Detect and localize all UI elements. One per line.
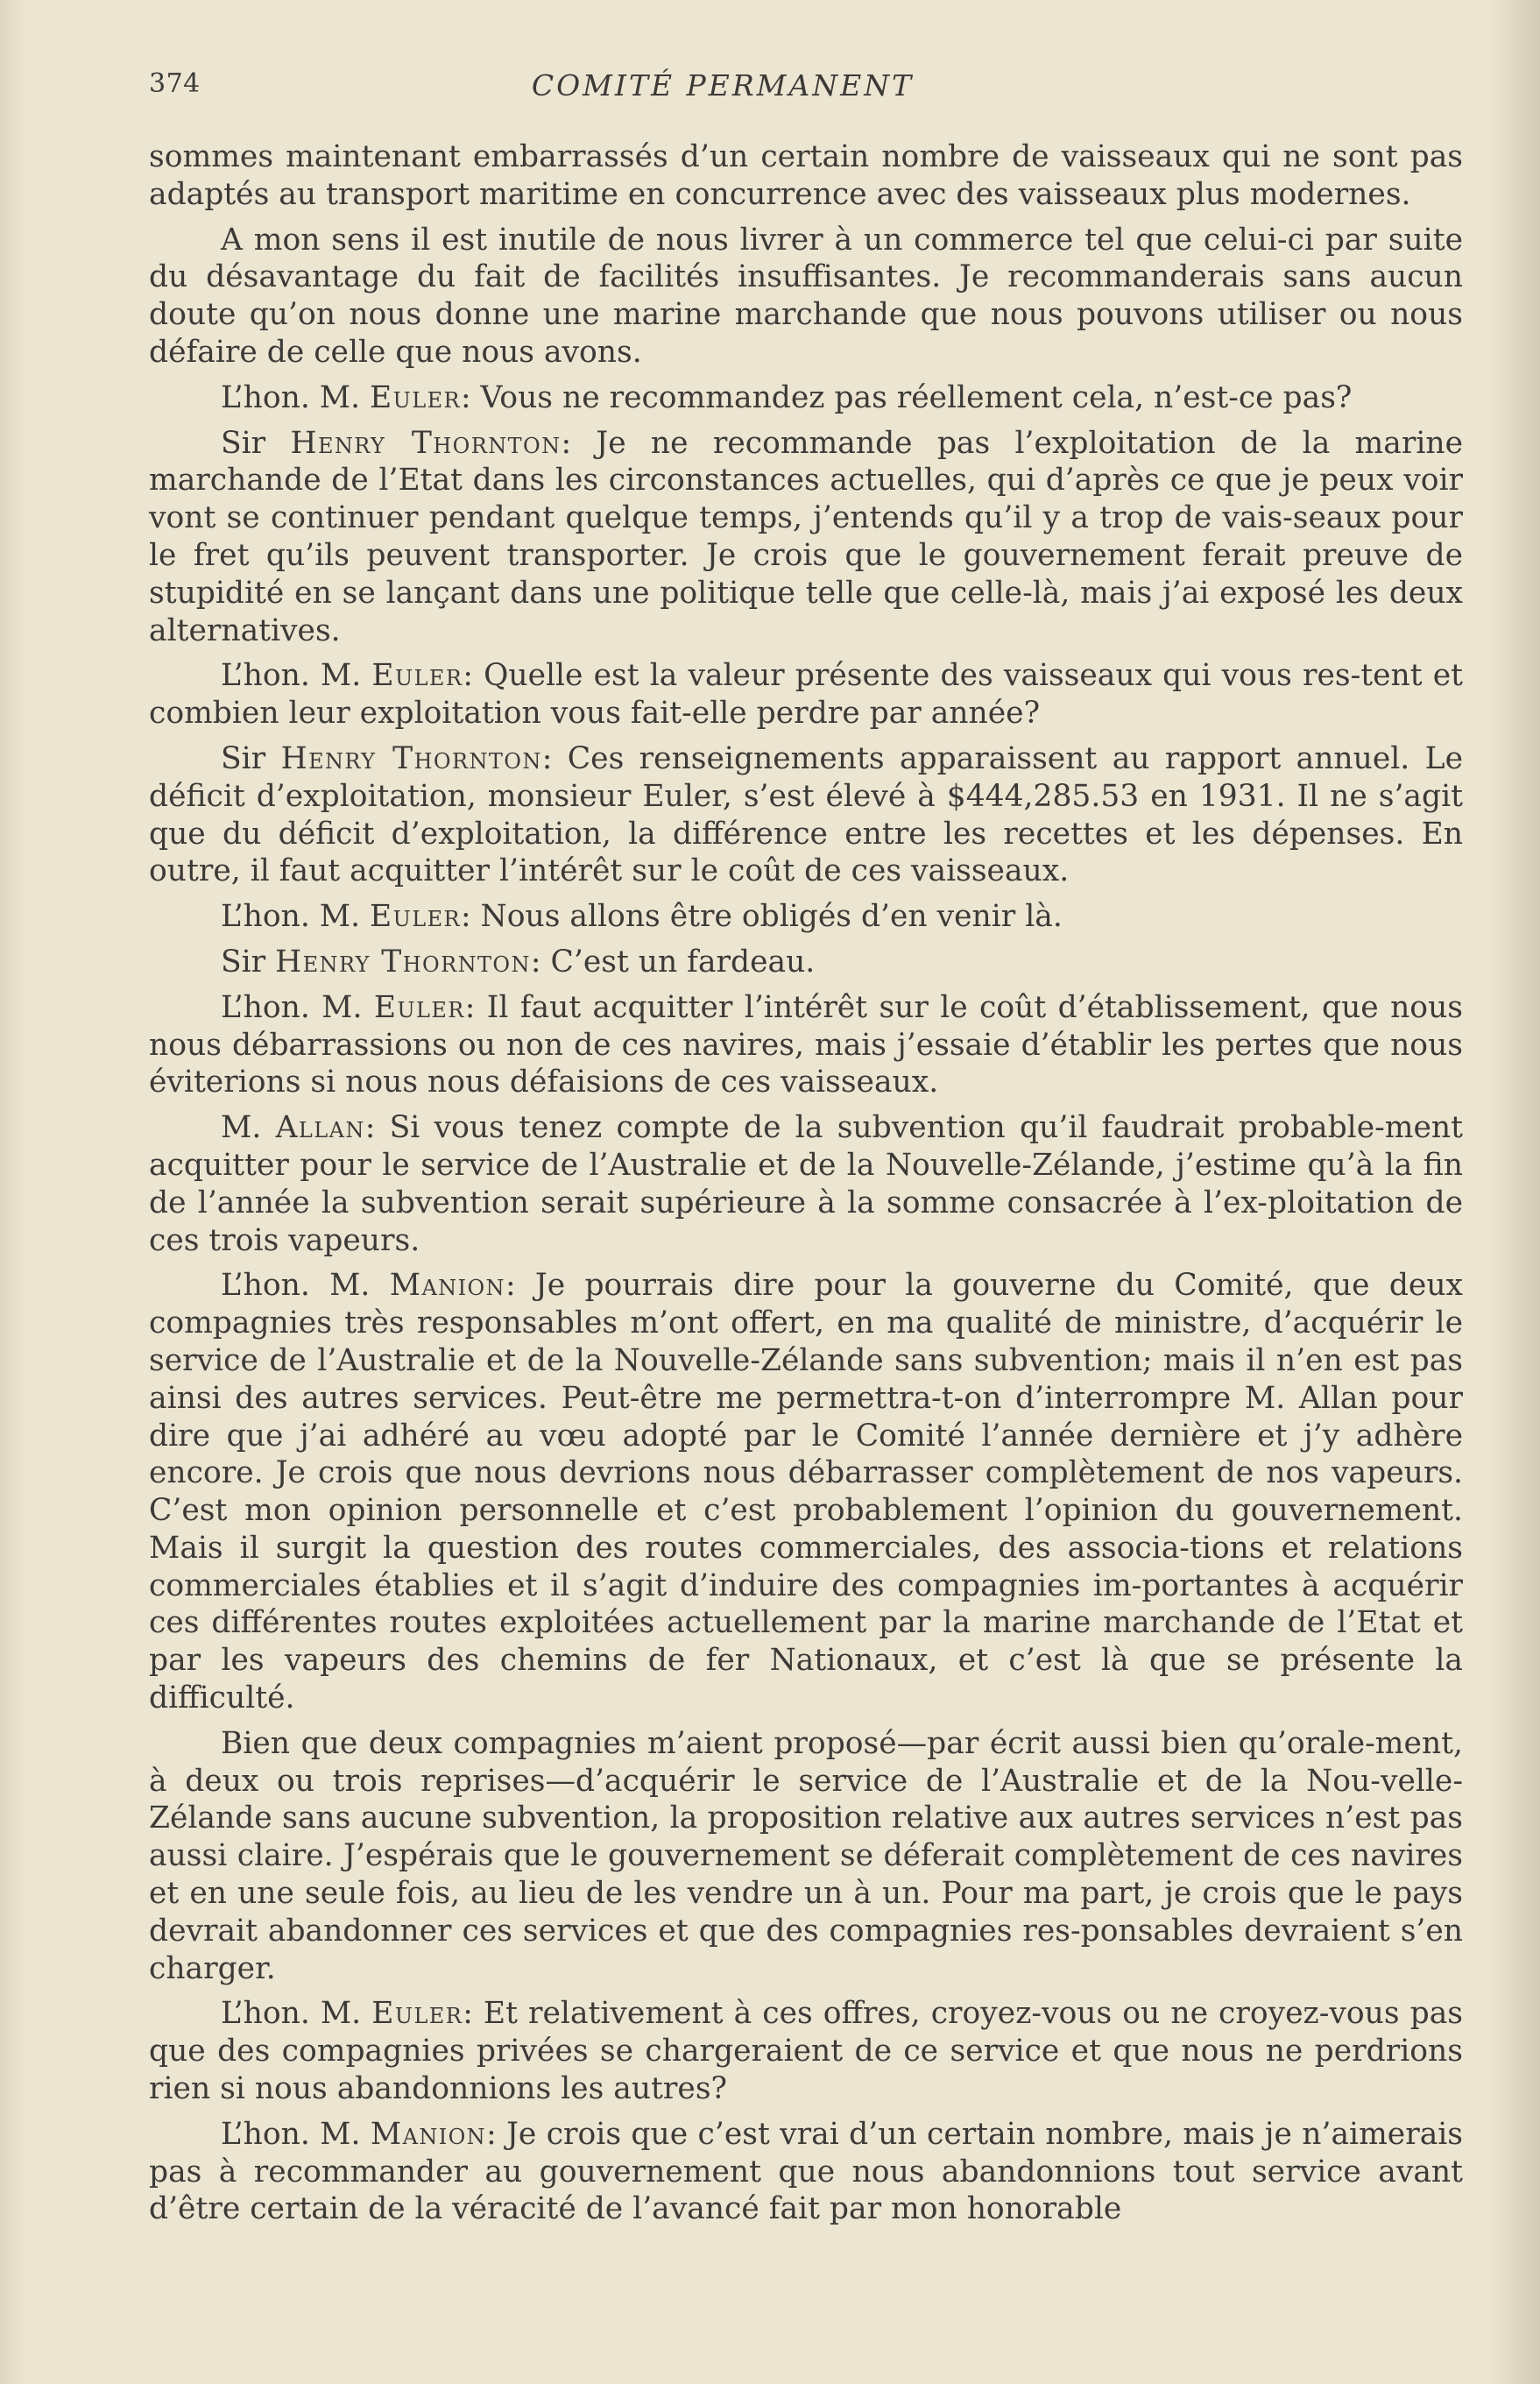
speaker-name: Euler xyxy=(371,658,463,694)
speech-text: : Ces renseignements apparaissent au rapport annuel. Le déficit d’exploitation, monsieur Euler, s’est élevé à $444,285.53 en 1931. Il ne s’agit que du déficit d’exploitation, la différence entre les recettes et les dépenses. En outre, il faut acquitter l’intérêt sur le coût de ces vaisseaux. xyxy=(149,740,1463,889)
speech-text: : Nous allons être obligés d’en venir là. xyxy=(460,899,1063,935)
speech-text: : C’est un fardeau. xyxy=(530,944,816,980)
speaker-name: Euler xyxy=(371,1996,463,2032)
paragraph-text: sommes maintenant embarrassés d’un certain nombre de vaisseaux qui ne sont pas adaptés au transport maritime en concurrence avec des vaisseaux plus modernes. xyxy=(149,139,1463,212)
speaker-prefix: Sir xyxy=(221,425,266,461)
speech-text: : Il faut acquitter l’intérêt sur le coût d’établissement, que nous nous débarrassions ou non de ces navires, mais j’essaie d’établir les pertes que nous éviterions si nous nous défaisions de ces vaisseaux. xyxy=(149,989,1463,1100)
speaker-prefix: L’hon. M. xyxy=(221,899,361,935)
gutter-shadow xyxy=(0,0,26,2384)
speech-paragraph xyxy=(149,898,1463,936)
speech-paragraph xyxy=(149,740,1463,890)
page-body xyxy=(149,138,1463,2236)
speaker-prefix: Sir xyxy=(221,944,266,980)
speech-text: : Si vous tenez compte de la subvention qu’il faudrait probable-ment acquitter pour le service de l’Australie et de la Nouvelle-Zélande, j’estime qu’à la fin de l’année la subvention serait supérieure à la somme consacrée à l’ex-ploitation de ces trois vapeurs. xyxy=(149,1110,1464,1258)
speaker-name: Henry Thornton xyxy=(290,425,562,461)
page-header xyxy=(149,68,1463,110)
speaker-name: Euler xyxy=(370,379,461,415)
speech-paragraph xyxy=(149,1109,1463,1259)
paragraph-text: Bien que deux compagnies m’aient proposé—par écrit aussi bien qu’orale-ment, à deux ou trois reprises—d’acquérir le service de l’Australie et de la Nou-velle-Zélande sans aucune subvention, la proposition relative aux autres services n’est pas aussi claire. J’espérais que le gouvernement se déferait complètement de ces navires et en une seule fois, au lieu de les vendre un à un. Pour ma part, je crois que le pays devrait abandonner ces services et que des compagnies res-ponsables devraient s’en charger. xyxy=(149,1725,1463,1986)
paragraph xyxy=(149,138,1463,214)
speaker-prefix: L’hon. M. xyxy=(221,2116,361,2152)
speaker-prefix: L’hon. M. xyxy=(221,379,361,415)
speech-text: : Je ne recommande pas l’exploitation de la marine marchande de l’Etat dans les circonstances actuelles, qui d’après ce que je peux voir vont se continuer pendant quelque temps, j’entends qu’il y a trop de vais-seaux pour le fret qu’ils peuvent transporter. Je crois que le gouvernement ferait preuve de stupidité en se lançant dans une politique telle que celle-là, mais j’ai exposé les deux alternatives. xyxy=(149,425,1463,648)
speech-paragraph xyxy=(149,1267,1463,1717)
speech-text: : Vous ne recommandez pas réellement cela, n’est-ce pas? xyxy=(460,379,1353,415)
speaker-name: Euler xyxy=(370,899,461,935)
speech-paragraph xyxy=(149,2116,1463,2228)
speaker-name: Manion xyxy=(389,1268,505,1304)
speech-paragraph xyxy=(149,1995,1463,2107)
speech-paragraph xyxy=(149,379,1463,417)
speaker-prefix: L’hon. M. xyxy=(221,989,363,1025)
paragraph xyxy=(149,222,1463,371)
page-number: 374 xyxy=(149,68,201,99)
speaker-name: Manion xyxy=(370,2116,487,2152)
speech-text: : Quelle est la valeur présente des vaisseaux qui vous res-tent et combien leur exploitation vous fait-elle perdre par année? xyxy=(149,658,1464,732)
speech-text: : Et relativement à ces offres, croyez-vous ou ne croyez-vous pas que des compagnies privées se chargeraient de ce service et que nous ne perdrions rien si nous abandonnions les autres? xyxy=(149,1996,1463,2107)
paragraph-text: A mon sens il est inutile de nous livrer à un commerce tel que celui-ci par suite du désavantage du fait de facilités insuffisantes. Je recommanderais sans aucun doute qu’on nous donne une marine marchande que nous pouvons utiliser ou nous défaire de celle que nous avons. xyxy=(149,222,1463,370)
speech-paragraph xyxy=(149,425,1463,650)
paragraph xyxy=(149,1725,1463,1988)
speech-text: : Je crois que c’est vrai d’un certain nombre, mais je n’aimerais pas à recommander au gouvernement que nous abandonnions tout service avant d’être certain de la véracité de l’avancé fait par mon honorable xyxy=(149,2116,1463,2227)
speech-paragraph xyxy=(149,989,1463,1101)
speaker-name: Henry Thornton xyxy=(275,944,531,980)
page-edge-shadow xyxy=(1489,0,1540,2384)
speaker-name: Euler xyxy=(373,989,465,1025)
speaker-prefix: L’hon. M. xyxy=(221,1996,362,2032)
speaker-prefix: M. xyxy=(221,1110,262,1146)
speaker-name: Henry Thornton xyxy=(280,740,542,776)
speaker-prefix: L’hon. M. xyxy=(221,658,362,694)
speech-text: : Je pourrais dire pour la gouverne du Comité, que deux compagnies très responsables m’ont offert, en ma qualité de ministre, d’acquérir le service de l’Australie et de la Nouvelle-Zélande sans subvention; mais il n’en est pas ainsi des autres services. Peut-être me permettra-t-on d’interrompre M. Allan pour dire que j’ai adhéré au vœu adopté par le Comité l’année dernière et j’y adhère encore. Je crois que nous devrions nous débarrasser complètement de nos vapeurs. C’est mon opinion personnelle et c’est probablement l’opinion du gouvernement. Mais il surgit la question des routes commerciales, des associa-tions et relations commerciales établies et il s’agit d’induire des compagnies im-portantes à acquérir ces différentes routes exploitées actuellement par la marine marchande de l’Etat et par les vapeurs des chemins de fer Nationaux, et c’est là que se présente la difficulté. xyxy=(149,1268,1464,1716)
speaker-name: Allan xyxy=(275,1110,365,1146)
running-head: COMITÉ PERMANENT xyxy=(531,68,915,103)
speech-paragraph xyxy=(149,657,1463,732)
speaker-prefix: L’hon. M. xyxy=(221,1268,371,1304)
speech-paragraph xyxy=(149,944,1463,981)
speaker-prefix: Sir xyxy=(221,740,266,776)
